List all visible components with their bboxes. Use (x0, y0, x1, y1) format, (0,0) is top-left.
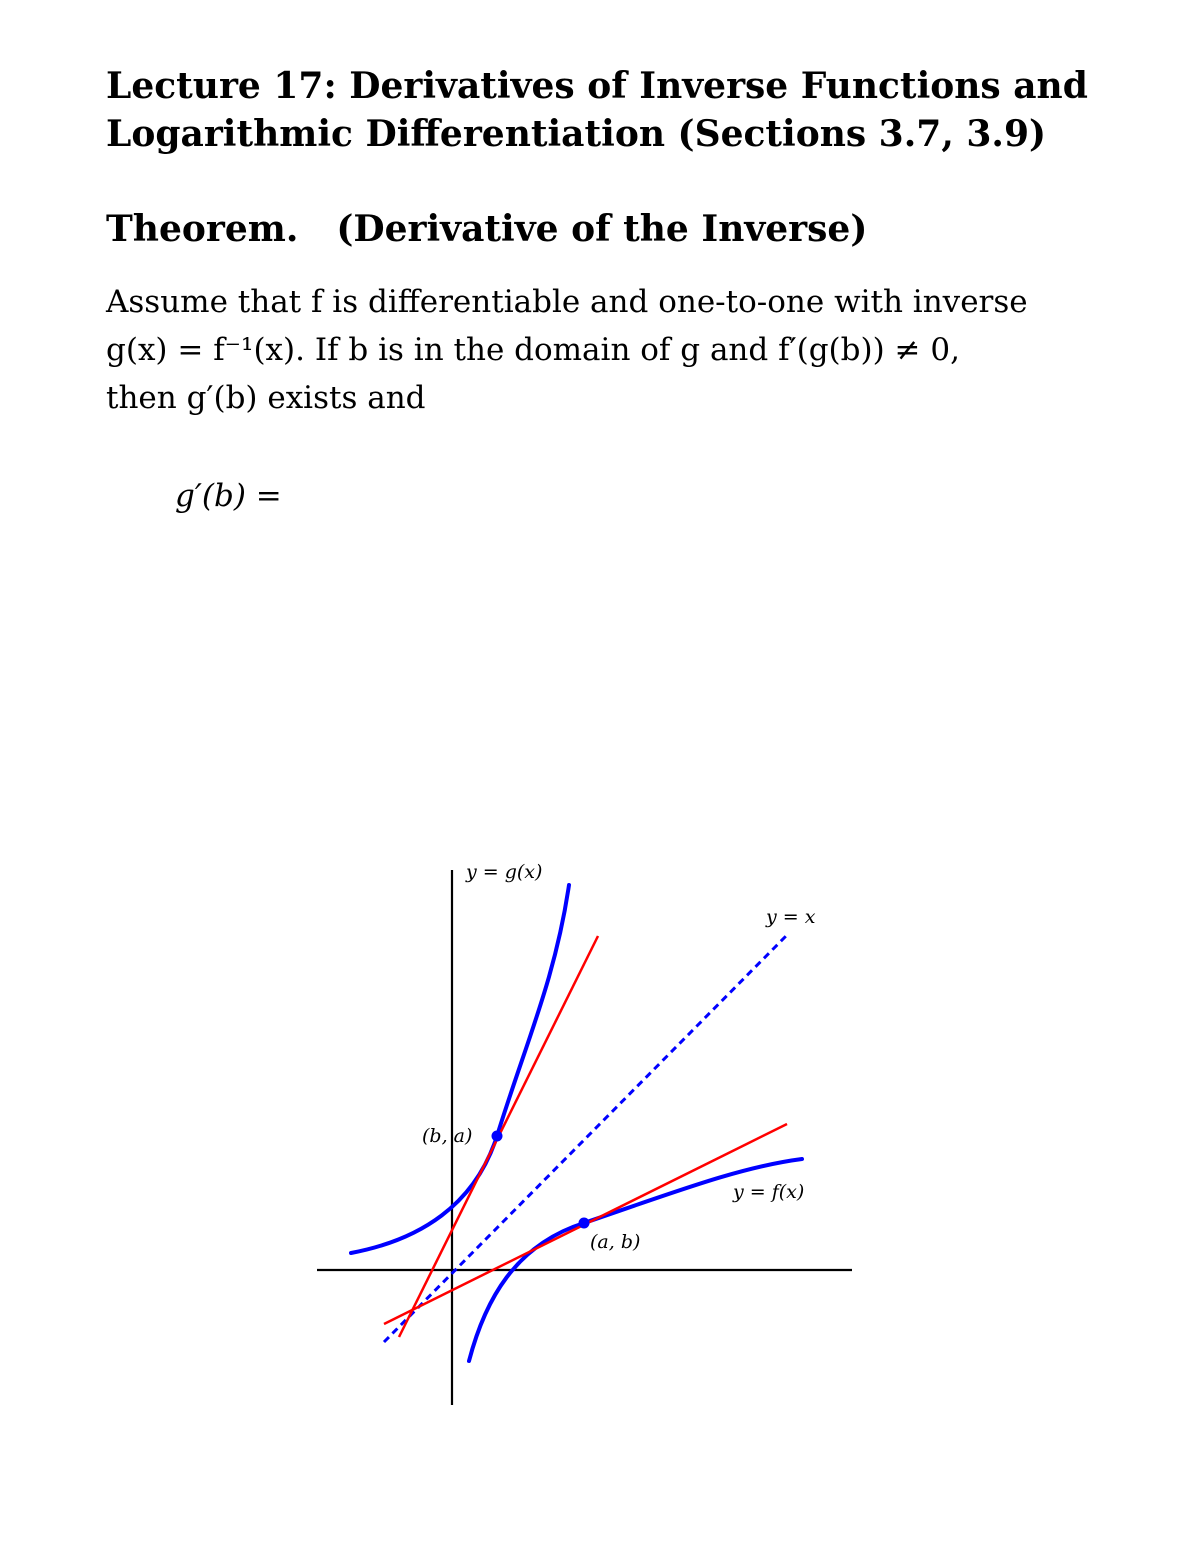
theorem-line-3: then g′(b) exists and (106, 380, 426, 416)
theorem-line-1: Assume that f is differentiable and one-to-one with inverse (106, 284, 1028, 320)
theorem-line-2: g(x) = f⁻¹(x). If b is in the domain of g and f′(g(b)) ≠ 0, (106, 332, 960, 368)
label-g: y = g(x) (466, 861, 543, 883)
label-identity: y = x (766, 906, 816, 928)
title-line-1: Lecture 17: Derivatives of Inverse Functions and (106, 65, 1088, 107)
title-line-2: Logarithmic Differentiation (Sections 3.7, 3.9) (106, 113, 1047, 155)
theorem-name: (Derivative of the Inverse) (336, 208, 868, 250)
formula-text: g′(b) = (175, 478, 282, 514)
label-point-ba: (b, a) (422, 1125, 473, 1147)
label-point-ab: (a, b) (590, 1231, 641, 1253)
label-f: y = f(x) (733, 1181, 805, 1203)
g-curve (351, 885, 569, 1253)
theorem-label: Theorem. (106, 208, 299, 250)
point-ab-marker (579, 1218, 590, 1229)
point-ba-marker (492, 1131, 503, 1142)
